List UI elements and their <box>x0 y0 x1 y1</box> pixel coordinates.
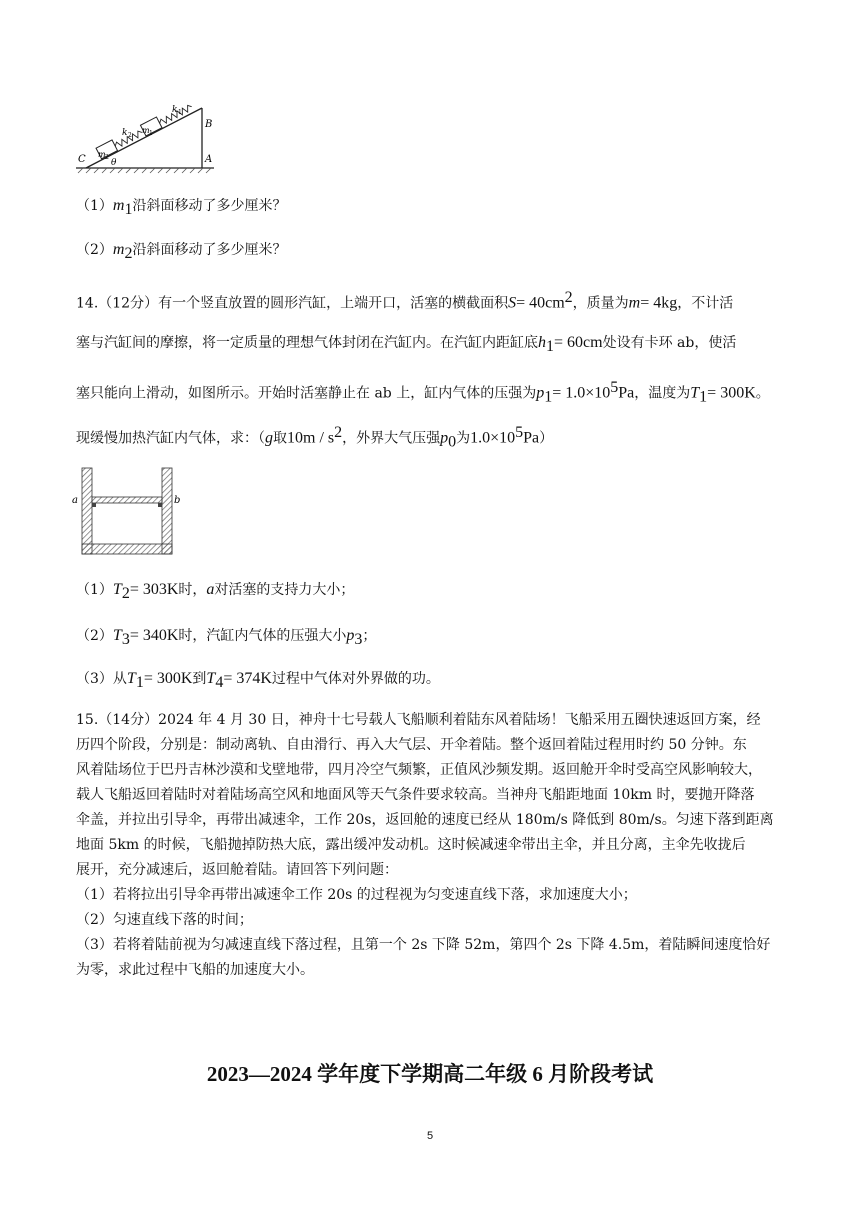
q15-line: 为零，求此过程中飞船的加速度大小。 <box>76 962 314 978</box>
figure-subscript: 2 <box>105 154 109 161</box>
label-m2: m <box>98 150 106 159</box>
label-c: C <box>78 154 86 165</box>
label-k1-sub: 1 <box>178 109 182 116</box>
q14-line-3: 塞只能向上滑动，如图所示。开始时活塞静止在 ab 上，缸内气体的压强为$p_1= 1.0\times 10^5Pa$，温度为$T_1= 300K$。 <box>76 379 770 406</box>
label-k1: k <box>172 105 178 115</box>
label-b: B <box>205 119 213 130</box>
q13-sub1: $(1)m_1$沿斜面移动了多少厘米？ <box>76 197 287 218</box>
label-theta: θ <box>111 158 117 168</box>
q15-line: （1）若将拉出引导伞再带出减速伞工作 20s 的过程视为匀变速直线下落，求加速度大小； <box>76 887 637 903</box>
label-k2-sub: 2 <box>128 132 132 139</box>
q15-line: 风着陆场位于巴丹吉林沙漠和戈壁地带，四月冷空气频繁，正值风沙频发期。返回舱开伞时受高空风影响较大， <box>76 762 762 778</box>
q15-line: 展开，充分减速后，返回舱着陆。请回答下列问题： <box>76 862 398 878</box>
q13-sub2: $(2)m_2$沿斜面移动了多少厘米？ <box>76 241 287 262</box>
q14-line-1: 14.（12分）有一个竖直放置的圆形汽缸，上端开口，活塞的横截面积$S= 40cm^2$，质量为m= 4kg，不计活 <box>76 289 734 312</box>
q15-line: （2）匀速直线下落的时间； <box>76 912 253 928</box>
label-b: b <box>174 495 181 506</box>
cylinder-figure <box>70 466 182 556</box>
q15-line: 载人飞船返回着陆时对着陆场高空风和地面风等天气条件要求较高。当神舟飞船距地面 10km 时，要抛开降落 <box>76 787 755 803</box>
q14-sub3: （3）从$T_1= 300K$到$T_4= 374K$过程中气体对外界做的功。 <box>76 670 440 691</box>
label-k2: k <box>122 128 128 138</box>
q15-line: （3）若将着陆前视为匀减速直线下落过程，且第一个 2s 下降 52m，第四个 2s 下降 4.5m，着陆瞬间速度恰好 <box>76 937 771 953</box>
q14-sub1: $(1)T_2= 303K$时，a对活塞的支持力大小； <box>76 581 355 602</box>
q15-line: 伞盖，并拉出引导伞，再带出减速伞，工作 20s，返回舱的速度已经从 180m/s 降低到 80m/s。匀速下落到距离 <box>76 812 774 828</box>
figure-subscript: 1 <box>149 130 153 137</box>
label-a: a <box>72 495 78 506</box>
label-m1: m <box>142 126 150 135</box>
q14-line-4: 现缓慢加热汽缸内气体，求：（g取$10m / s^2$，外界大气压强$p_0$为$1.0\times 10^5Pa$） <box>76 424 554 451</box>
incline-figure <box>74 100 224 178</box>
q14-line-2: 塞与汽缸间的摩擦，将一定质量的理想气体封闭在汽缸内。在汽缸内距缸底$h_1= 60cm$处设有卡环 ab，使活 <box>76 334 737 355</box>
q15-line: 地面 5km 的时候，飞船抛掉防热大底，露出缓冲发动机。这时候减速伞带出主伞，并且分离，主伞先收拢后 <box>76 837 746 853</box>
section-heading: 2023—2024 学年度下学期高二年级 6 月阶段考试 <box>206 1062 654 1086</box>
q15-line: 15.（14分）2024 年 4 月 30 日，神舟十七号载人飞船顺利着陆东风着陆场！飞船采用五圈快速返回方案，经 <box>76 712 761 728</box>
label-a: A <box>205 154 213 165</box>
page-number: 5 <box>426 1130 434 1142</box>
q14-sub2: $(2)T_3= 340K$时，汽缸内气体的压强大小$p_3$； <box>76 627 377 648</box>
q15-line: 历四个阶段，分别是：制动离轨、自由滑行、再入大气层、开伞着陆。整个返回着陆过程用时约 50 分钟。东 <box>76 737 747 753</box>
